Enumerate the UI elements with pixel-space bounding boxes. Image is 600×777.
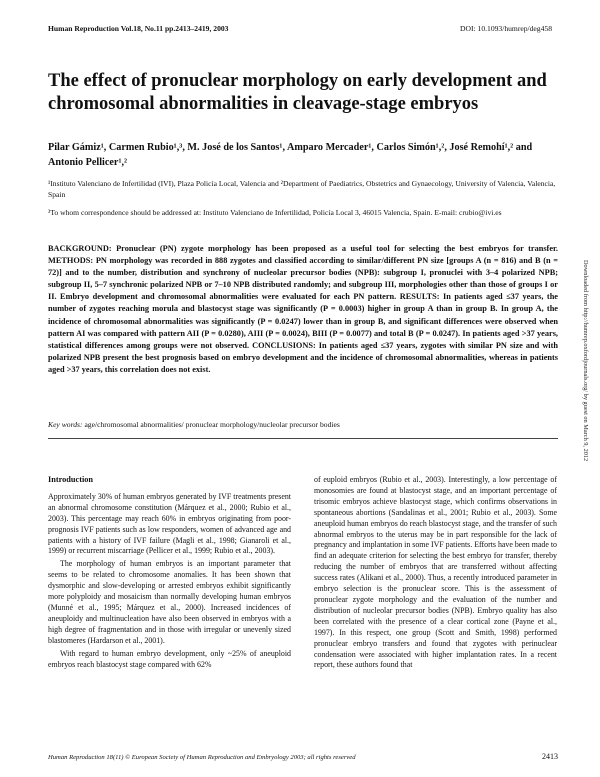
paragraph: of euploid embryos (Rubio et al., 2003). Interestingly, a low percentage of monosomies are found at blastocyst stage, and an important percentage of trisomic embryos achieve blastocyst stage, which confirms observations in spontaneous abortions (Sandalinas et al., 2001; Rubio et al., 2003). Some aneuploid human embryos do reach blastocyst stage, and the transfer of such abnormal embryos to the uterus may be in part responsible for the lack of pregnancy and implantation in some IVF patients. Efforts have been made to find an adequate criterion for selecting the best embryo for transfer, thereby reducing the number of embryos that are transferred without affecting success rates (Alikani et al., 2000). Thus, a recently introduced parameter in embryo selection is the pronuclear score. This is the assessment of pronuclear zygote morphology and the evaluation of the number and distribution of nucleolar precursor bodies (NPB). Embryo quality has also been correlated with the presence of a clear cortical zone (Payne et al., 1997). In this respect, one group (Scott and Smith, 1998) performed pronuclear embryo transfers and found that zygotes with perinuclear condensation were associated with higher implantation rates. In a recent report, these authors found that — [314, 475, 557, 670]
paragraph: The morphology of human embryos is an important parameter that seems to be related to chromosome anomalies. It has been shown that dysmorphic and slow-developing or arrested embryos exhibit significantly more polyploidy and mosaicism than normally developing human embryos (Munné et al., 1995; Márquez et al., 2000). Increased incidences of aneuploidy and multinucleation have also been observed in embryos with a high degree of fragmentation and in those with irregular or unevenly sized blastomeres (Hardarson et al., 2001). — [48, 559, 291, 645]
abstract: BACKGROUND: Pronuclear (PN) zygote morphology has been proposed as a useful tool for selecting the best embryos for transfer. METHODS: PN morphology was recorded in 888 zygotes and classified according to similar/different PN size [groups A (n = 816) and B (n = 72)] and to the number, distribution and synchrony of nucleolar precursor bodies (NPB): subgroup I, pronuclei with 3–4 polarized NPB; subgroup II, 5–7 synchronic polarized NPB or 7–10 NPB distributed randomly; and subgroup III, morphologies other than those of groups I or II. Embryo development and chromosomal abnormalities were evaluated for each PN pattern. RESULTS: In patients aged ≤37 years, the number of zygotes reaching morula and blastocyst stage was significantly (P = 0.0003) higher in group A than in group B. In group A, the incidence of chromosomal abnormalities was significantly (P = 0.0247) lower than in group B, and significant differences were observed when pattern AI was compared with pattern AII (P = 0.0280), AIII (P = 0.0024), BIII (P = 0.0077) and total B (P = 0.0247). In patients aged >37 years, statistical differences among groups were not observed. CONCLUSIONS: In patients aged ≤37 years, zygotes with similar PN size and with polarized NPB present the best prognosis based on embryo development and the incidence of chromosomal abnormalities, whereas in patients aged >37 years, this correlation does not exist. — [48, 244, 558, 374]
keywords-label: Key words: — [48, 420, 83, 429]
left-column — [48, 475, 291, 672]
divider — [48, 438, 558, 439]
paragraph: With regard to human embryo development, only ~25% of aneuploid embryos reach blastocyst stage compared with 62% — [48, 648, 291, 669]
journal-citation: Human Reproduction Vol.18, No.11 pp.2413–2419, 2003 — [48, 24, 229, 33]
correspondence-address: ³To whom correspondence should be addressed at: Instituto Valenciano de Infertilidad, Policía Local 3, 46015 Valencia, Spain. E-mail: crubio@ivi.es — [48, 208, 502, 217]
paragraph: Approximately 30% of human embryos generated by IVF treatments present an abnormal chromosome constitution (Márquez et al., 2000; Rubio et al., 2003). This percentage may reach 60% in embryos originating from poor-prognosis IVF patients such as low responders, women of advanced age and patients with a history of IVF failure (Magli et al., 1998; Gianaroli et al., 1999) or recurrent miscarriage (Pellicer et al., 1999; Rubio et al., 2003). — [48, 491, 291, 556]
keywords — [48, 420, 340, 429]
download-watermark: Downloaded from http://humrep.oxfordjournals.org/ by guest on March 9, 2012 — [582, 260, 589, 462]
article-title: The effect of pronuclear morphology on early development and chromosomal abnormalities in cleavage-stage embryos — [48, 71, 547, 114]
keywords-text: age/chromosomal abnormalities/ pronuclear morphology/nucleolar precursor bodies — [84, 420, 340, 429]
doi: DOI: 10.1093/humrep/deg458 — [460, 24, 552, 33]
page-number: 2413 — [542, 752, 558, 761]
copyright-notice: Human Reproduction 18(11) © European Society of Human Reproduction and Embryology 2003; all rights reserved — [48, 754, 356, 761]
right-column — [314, 475, 557, 673]
author-list: Pilar Gámiz¹, Carmen Rubio¹,³, M. José de los Santos¹, Amparo Mercader¹, Carlos Simón¹,², José Remohí¹,² and Antonio Pellicer¹,² — [48, 142, 533, 168]
section-heading: Introduction — [48, 475, 94, 484]
affiliation: ¹Instituto Valenciano de Infertilidad (IVI), Plaza Policía Local, Valencia and ²Department of Paediatrics, Obstetrics and Gynaecology, University of Valencia, Valencia, Spain — [48, 179, 556, 199]
